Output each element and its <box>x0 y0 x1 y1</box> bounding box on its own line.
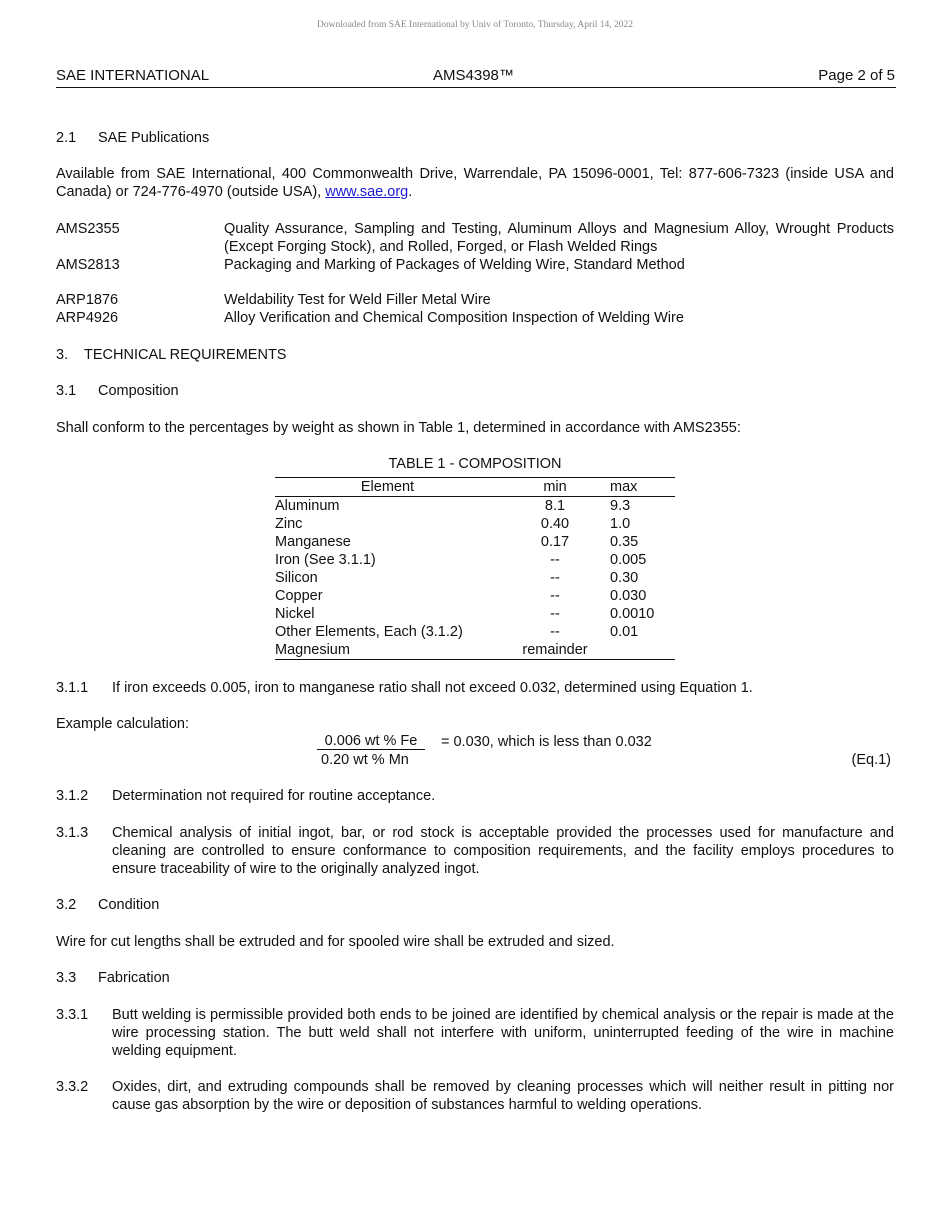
table-row <box>275 515 675 533</box>
section-3-title: TECHNICAL REQUIREMENTS <box>84 347 287 363</box>
section-3-3-2-number: 3.3.2 <box>56 1079 89 1095</box>
table-row <box>275 605 675 623</box>
cell-max: 9.3 <box>610 498 631 514</box>
reference-description: Quality Assurance, Sampling and Testing, Aluminum Alloys and Magnesium Alloy, Wrought Products (Except Forging Stock), and Rolled, Forged, or Flash Welded Rings <box>224 221 894 255</box>
column-header-element: Element <box>360 479 415 495</box>
cell-min: -- <box>550 624 560 640</box>
reference-code: AMS2813 <box>56 257 120 273</box>
reference-code: ARP4926 <box>56 310 119 326</box>
cell-min: -- <box>550 570 560 586</box>
composition-intro: Shall conform to the percentages by weight as shown in Table 1, determined in accordance with AMS2355: <box>56 420 741 436</box>
table-row <box>275 551 675 569</box>
cell-min: -- <box>550 552 560 568</box>
cell-max: 0.030 <box>610 588 647 604</box>
section-3-3-number: 3.3 <box>56 970 77 986</box>
section-3-2-number: 3.2 <box>56 897 77 913</box>
section-3-3-2-text: Oxides, dirt, and extruding compounds shall be removed by cleaning processes which will neither result in pitting nor cause gas absorption by the wire or deposition of substances harmful to welding operations. <box>112 1079 894 1113</box>
cell-min: 8.1 <box>544 498 566 514</box>
column-header-max: max <box>610 479 638 495</box>
cell-element: Other Elements, Each (3.1.2) <box>275 624 463 640</box>
cell-element: Aluminum <box>275 498 340 514</box>
section-3-1-number: 3.1 <box>56 383 77 399</box>
cell-max: 0.01 <box>610 624 639 640</box>
reference-code: AMS2355 <box>56 221 120 237</box>
equation-denominator: 0.20 wt % Mn <box>321 752 409 768</box>
availability-paragraph <box>56 165 894 201</box>
header-doc-id: AMS4398™ <box>433 67 514 84</box>
watermark: Downloaded from SAE International by Univ of Toronto, Thursday, April 14, 2022 <box>316 20 634 30</box>
cell-max: 0.35 <box>610 534 639 550</box>
table-caption: TABLE 1 - COMPOSITION <box>388 456 562 472</box>
section-3-3-title: Fabrication <box>98 970 170 986</box>
column-header-min: min <box>543 479 567 495</box>
cell-element: Zinc <box>275 516 303 532</box>
cell-max: 1.0 <box>610 516 631 532</box>
table-row <box>275 533 675 551</box>
cell-min: 0.40 <box>540 516 570 532</box>
cell-max: 0.30 <box>610 570 639 586</box>
section-2-1-title: SAE Publications <box>98 130 210 146</box>
cell-element: Iron (See 3.1.1) <box>275 552 376 568</box>
table-row <box>275 587 675 605</box>
section-2-1-number: 2.1 <box>56 130 77 146</box>
cell-min: -- <box>550 588 560 604</box>
header-org: SAE INTERNATIONAL <box>56 67 210 84</box>
equation-numerator: 0.006 wt % Fe <box>317 733 425 750</box>
equation-label: (Eq.1) <box>851 752 891 768</box>
table-row <box>275 497 675 516</box>
section-3-3-1-number: 3.3.1 <box>56 1007 89 1023</box>
section-3-1-1-text: If iron exceeds 0.005, iron to manganese ratio shall not exceed 0.032, determined using Equation 1. <box>112 680 753 696</box>
reference-code: ARP1876 <box>56 292 119 308</box>
example-label: Example calculation: <box>56 716 189 732</box>
cell-min: 0.17 <box>540 534 570 550</box>
table-header-row <box>275 478 675 497</box>
cell-element: Nickel <box>275 606 315 622</box>
section-3-1-title: Composition <box>98 383 179 399</box>
reference-description: Packaging and Marking of Packages of Welding Wire, Standard Method <box>224 257 685 273</box>
sae-website-link[interactable]: www.sae.org <box>325 184 409 200</box>
cell-max: 0.0010 <box>610 606 655 622</box>
table-row <box>275 641 675 660</box>
cell-min: -- <box>550 606 560 622</box>
equation-result: = 0.030, which is less than 0.032 <box>441 734 652 750</box>
table-row <box>275 569 675 587</box>
section-3-1-3-number: 3.1.3 <box>56 825 89 841</box>
reference-description: Weldability Test for Weld Filler Metal Wire <box>224 292 491 308</box>
reference-description: Alloy Verification and Chemical Composition Inspection of Welding Wire <box>224 310 684 326</box>
table-row <box>275 623 675 641</box>
cell-element: Manganese <box>275 534 351 550</box>
header-rule <box>56 87 896 88</box>
section-3-number: 3. <box>56 347 69 363</box>
section-3-1-2-text: Determination not required for routine acceptance. <box>112 788 436 804</box>
section-3-1-1-number: 3.1.1 <box>56 680 89 696</box>
availability-text: Available from SAE International, 400 Commonwealth Drive, Warrendale, PA 15096-0001, Tel: 877-606-7323 (inside USA and Canada) or 724-776-4970 (outside USA), <box>56 166 894 200</box>
cell-max: 0.005 <box>610 552 647 568</box>
section-3-2-title: Condition <box>98 897 160 913</box>
cell-min: remainder <box>522 642 588 658</box>
section-3-1-2-number: 3.1.2 <box>56 788 89 804</box>
cell-element: Magnesium <box>275 642 350 658</box>
section-3-1-3-text: Chemical analysis of initial ingot, bar, or rod stock is acceptable provided the processes used for manufacture and cleaning are controlled to ensure conformance to composition requirements, and the facility employs procedures to ensure traceability of wire to the originally analyzed ingot. <box>112 825 894 877</box>
cell-element: Copper <box>275 588 323 604</box>
cell-max <box>610 641 675 660</box>
section-3-3-1-text: Butt welding is permissible provided both ends to be joined are identified by chemical analysis or the repair is made at the wire processing station. The butt weld shall not interfere with uniform, uninterrupted feeding of the wire in machine welding equipment. <box>112 1007 894 1059</box>
header-page-number: Page 2 of 5 <box>818 67 895 84</box>
availability-end: . <box>408 184 413 200</box>
condition-text: Wire for cut lengths shall be extruded and for spooled wire shall be extruded and sized. <box>56 934 615 950</box>
composition-table <box>275 477 675 660</box>
cell-element: Silicon <box>275 570 318 586</box>
